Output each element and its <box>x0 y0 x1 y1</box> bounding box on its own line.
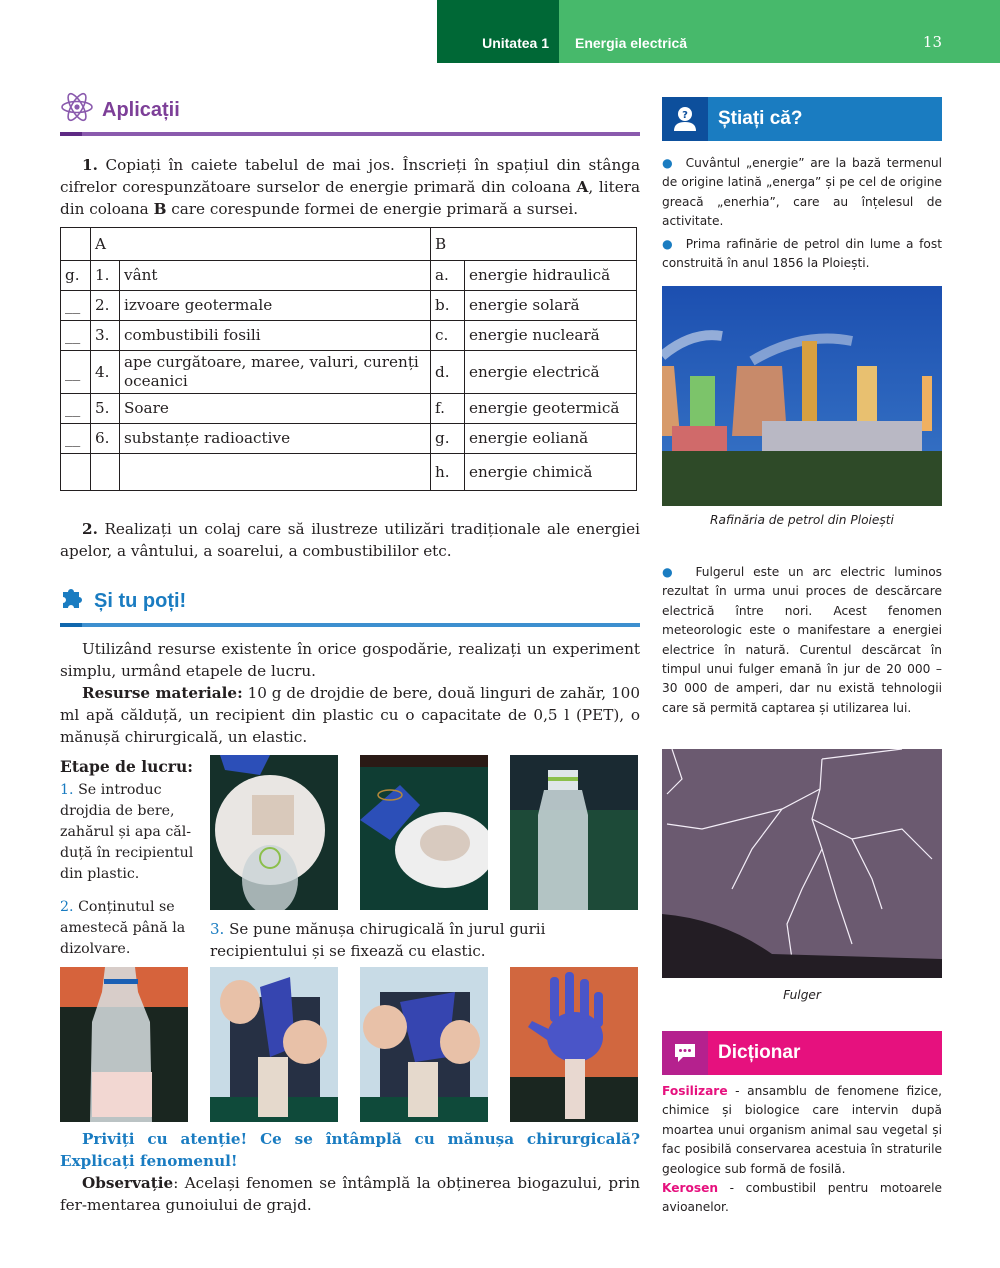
atom-icon <box>60 91 94 129</box>
photo-lightning <box>662 749 942 978</box>
task-2-text: 2. Realizați un colaj care să ilustreze utilizări tradiționale ale energiei apelor, a vântului, a soarelui, a combustibililor etc. <box>60 520 640 560</box>
table-row: __ 2. izvoare geotermale b. energie solară <box>61 291 637 321</box>
table-row: g. 1. vânt a. energie hidraulică <box>61 261 637 291</box>
column-b-header: B <box>431 228 637 261</box>
section-divider <box>60 132 640 136</box>
dictionary-title: Dicționar <box>708 1031 942 1075</box>
puzzle-piece-icon <box>60 585 86 617</box>
photo-glove-attach-1 <box>210 967 338 1122</box>
steps-title: Etape de lucru: <box>60 757 193 776</box>
matching-table <box>60 227 637 491</box>
column-a-header: A <box>91 228 431 261</box>
fact-item: ● Cuvântul „energie” are la bază termenul de origine latină „energa” și pe cel de origine greacă „enerhia”, care au înțelesul de activitate. <box>662 156 943 229</box>
experiment-conclusion: Priviți cu atenție! Ce se întâmplă cu mănușa chirurgicală? Explicați fenomenul! Observație: Același fenomen se întâmplă la obținerea biogazului, prin fer-mentarea gunoiului de grajd. <box>60 1130 640 1214</box>
table-header-row <box>61 228 637 261</box>
photo-ploiesti-refinery <box>662 286 942 506</box>
photo-yeast-plate-bottle <box>210 755 338 910</box>
speech-bubble-icon <box>662 1031 708 1075</box>
person-question-icon <box>662 97 708 141</box>
photo-glove-plate <box>360 755 488 910</box>
dictionary-entry: Fosilizare - ansamblu de fenomene fizice, chimice și biologice care intervin după moartea unui organism animal sau vegetal și fac posibilă conservarea acestuia în straturile geologice sub formă de fosilă. <box>662 1084 942 1176</box>
table-row: h. energie chimică <box>61 454 637 491</box>
dictionary-entry: Kerosen - combustibil pentru motoarele avioanelor. <box>662 1181 942 1215</box>
chapter-title: Energia electrică <box>575 35 688 51</box>
applications-section-header <box>60 92 640 136</box>
did-you-know-title: Știați că? <box>708 97 942 141</box>
you-can-section-header <box>60 583 640 627</box>
dictionary-header <box>662 1031 942 1075</box>
step-1: 1. Se introduc drojdia de bere, zahărul și apa căl-duță în recipientul din plastic. <box>60 782 194 882</box>
section-divider <box>60 623 640 627</box>
lightning-fact: ● Fulgerul este un arc electric luminos rezultat în urma unui proces de descărcare electrică între nori. Acest fenomen meteorologic este o manifestare a energiei electrice în natură. Curentul descărcat în timpul unui fulger emană în jur de 20 000 – 30 000 de amperi, dar nu există tehnologii care să permită captarea și utilizarea lui. <box>662 565 943 715</box>
fact-item: ● Prima rafinărie de petrol din lume a fost construită în anul 1856 la Ploiești. <box>662 236 942 271</box>
photo-bottle-mixture <box>60 967 188 1122</box>
table-row: __ 4. ape curgătoare, maree, valuri, curenți oceanici d. energie electrică <box>61 351 637 394</box>
task-1-text: 1. Copiați în caiete tabelul de mai jos. Înscrieți în spațiul din stânga cifrelor corespunzătoare surselor de energie primară din coloana A, litera din coloana B care corespunde formei de energie primară a sursei. <box>60 156 641 218</box>
experiment-intro: Utilizând resurse existente în orice gospodărie, realizați un experiment simplu, urmând etapele de lucru. Resurse materiale: 10 g de drojdie de bere, două linguri de zahăr, 100 ml apă călduță, un recipient din plastic cu o capacitate de 0,5 l (PET), o mănușă chirurgicală, un elastic. <box>60 640 641 746</box>
page-header <box>437 0 1000 63</box>
you-can-title: Și tu poți! <box>94 589 187 612</box>
dictionary-entries <box>662 1082 942 1218</box>
refinery-caption: Rafinăria de petrol din Ploiești <box>710 513 894 527</box>
photo-inflated-glove <box>510 967 638 1122</box>
page-number: 13 <box>922 33 942 51</box>
lightning-caption: Fulger <box>783 988 821 1002</box>
photo-empty-bottle <box>510 755 638 910</box>
table-row: __ 5. Soare f. energie geotermică <box>61 394 637 424</box>
did-you-know-facts <box>662 154 942 273</box>
svg-text:?: ? <box>682 110 688 121</box>
photo-glove-attach-2 <box>360 967 488 1122</box>
did-you-know-header <box>662 97 942 141</box>
step-2: 2. Conținutul se amestecă până la dizolvare. <box>60 899 186 957</box>
question-text: Priviți cu atenție! Ce se întâmplă cu mănușa chirurgicală? Explicați fenomenul! <box>60 1130 640 1170</box>
step-3: 3. Se pune mănușa chirugicală în jurul gurii recipientului și se fixează cu elastic. <box>210 920 546 960</box>
table-row: __ 6. substanțe radioactive g. energie eoliană <box>61 424 637 454</box>
table-row: __ 3. combustibili fosili c. energie nucleară <box>61 321 637 351</box>
unit-label: Unitatea 1 <box>437 0 559 63</box>
applications-title: Aplicații <box>102 98 180 121</box>
